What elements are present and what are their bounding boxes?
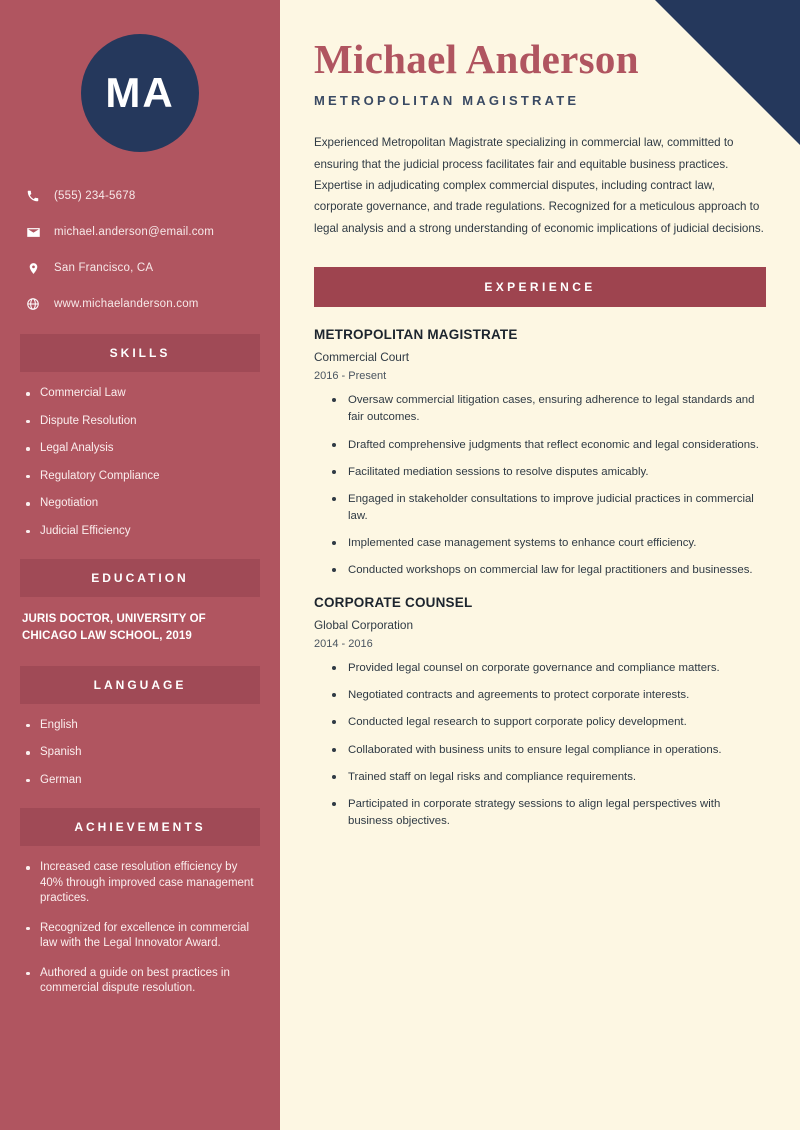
contact-item-website xyxy=(20,294,260,314)
location-icon xyxy=(22,258,44,278)
list-item: Conducted workshops on commercial law for legal practitioners and businesses. xyxy=(332,562,766,579)
list-item: Facilitated mediation sessions to resolve disputes amicably. xyxy=(332,464,766,481)
page-title: Michael Anderson xyxy=(314,36,639,82)
education-title: EDUCATION xyxy=(91,571,189,586)
skills-list xyxy=(20,386,260,539)
list-item: Spanish xyxy=(24,745,260,761)
avatar-initials: MA xyxy=(105,69,175,116)
globe-icon xyxy=(22,294,44,314)
education-section-header xyxy=(20,559,260,597)
contact-item-location xyxy=(20,258,260,278)
skills-title: SKILLS xyxy=(109,346,171,360)
experience-title: EXPERIENCE xyxy=(484,280,596,295)
language-section-header xyxy=(20,666,260,704)
experience-entry xyxy=(314,595,766,830)
language-list xyxy=(20,718,260,789)
experience-bullets xyxy=(314,660,766,830)
list-item: Increased case resolution efficiency by 40% through improved case management practices. xyxy=(24,860,260,907)
achievements-title: ACHIEVEMENTS xyxy=(74,820,206,835)
list-item: Legal Analysis xyxy=(24,441,260,457)
contact-list xyxy=(20,186,260,314)
list-item: Engaged in stakeholder consultations to improve judicial practices in commercial law. xyxy=(332,491,766,525)
list-item: Dispute Resolution xyxy=(24,414,260,430)
experience-job-title: CORPORATE COUNSEL xyxy=(314,595,473,611)
job-role-subtitle: METROPOLITAN MAGISTRATE xyxy=(314,93,580,109)
list-item: Collaborated with business units to ensure legal compliance in operations. xyxy=(332,742,766,759)
list-item: Commercial Law xyxy=(24,386,260,402)
list-item: Trained staff on legal risks and compliance requirements. xyxy=(332,769,766,786)
experience-dates: 2014 - 2016 xyxy=(314,638,373,651)
list-item: Negotiated contracts and agreements to protect corporate interests. xyxy=(332,687,766,704)
list-item: Implemented case management systems to enhance court efficiency. xyxy=(332,535,766,552)
contact-phone-text: (555) 234-5678 xyxy=(54,190,136,202)
list-item: Provided legal counsel on corporate governance and compliance matters. xyxy=(332,660,766,677)
list-item: Oversaw commercial litigation cases, ensuring adherence to legal standards and fair outcomes. xyxy=(332,392,766,426)
experience-bullets xyxy=(314,392,766,579)
list-item: Drafted comprehensive judgments that reflect economic and legal considerations. xyxy=(332,437,766,454)
skills-section-header xyxy=(20,334,260,372)
main-content xyxy=(280,0,800,1130)
experience-company: Global Corporation xyxy=(314,618,414,633)
experience-dates: 2016 - Present xyxy=(314,370,387,383)
list-item: Judicial Efficiency xyxy=(24,524,260,540)
list-item: Participated in corporate strategy sessions to align legal perspectives with business objectives. xyxy=(332,796,766,830)
list-item: Conducted legal research to support corporate policy development. xyxy=(332,714,766,731)
experience-section-header xyxy=(314,267,766,307)
contact-item-phone xyxy=(20,186,260,206)
language-title: LANGUAGE xyxy=(93,677,187,692)
list-item: Negotiation xyxy=(24,496,260,512)
contact-location-text: San Francisco, CA xyxy=(54,262,154,274)
achievements-section-header xyxy=(20,808,260,846)
list-item: Recognized for excellence in commercial law with the Legal Innovator Award. xyxy=(24,921,260,952)
contact-item-email xyxy=(20,222,260,242)
profile-summary: Experienced Metropolitan Magistrate specializing in commercial law, committed to ensuring that the judicial process facilitates fair and equitable business practices. Expertise in adjudicating complex commercial disputes, including contract law, corporate governance, and trade regulations. Recognized for a meticulous approach to legal analysis and a strong understanding of economic implications of judicial decisions. xyxy=(314,136,764,235)
list-item: German xyxy=(24,773,260,789)
sidebar xyxy=(0,0,280,1130)
experience-company: Commercial Court xyxy=(314,350,410,365)
achievements-list xyxy=(20,860,260,997)
avatar xyxy=(81,34,199,152)
education-entry: JURIS DOCTOR, UNIVERSITY OF CHICAGO LAW SCHOOL, 2019 xyxy=(22,613,206,643)
list-item: Regulatory Compliance xyxy=(24,469,260,485)
experience-job-title: METROPOLITAN MAGISTRATE xyxy=(314,327,518,343)
list-item: Authored a guide on best practices in commercial dispute resolution. xyxy=(24,966,260,997)
email-icon xyxy=(22,222,44,242)
list-item: English xyxy=(24,718,260,734)
contact-website-text: www.michaelanderson.com xyxy=(54,298,199,310)
contact-email-text: michael.anderson@email.com xyxy=(54,226,215,238)
experience-entry xyxy=(314,327,766,579)
phone-icon xyxy=(22,186,44,206)
